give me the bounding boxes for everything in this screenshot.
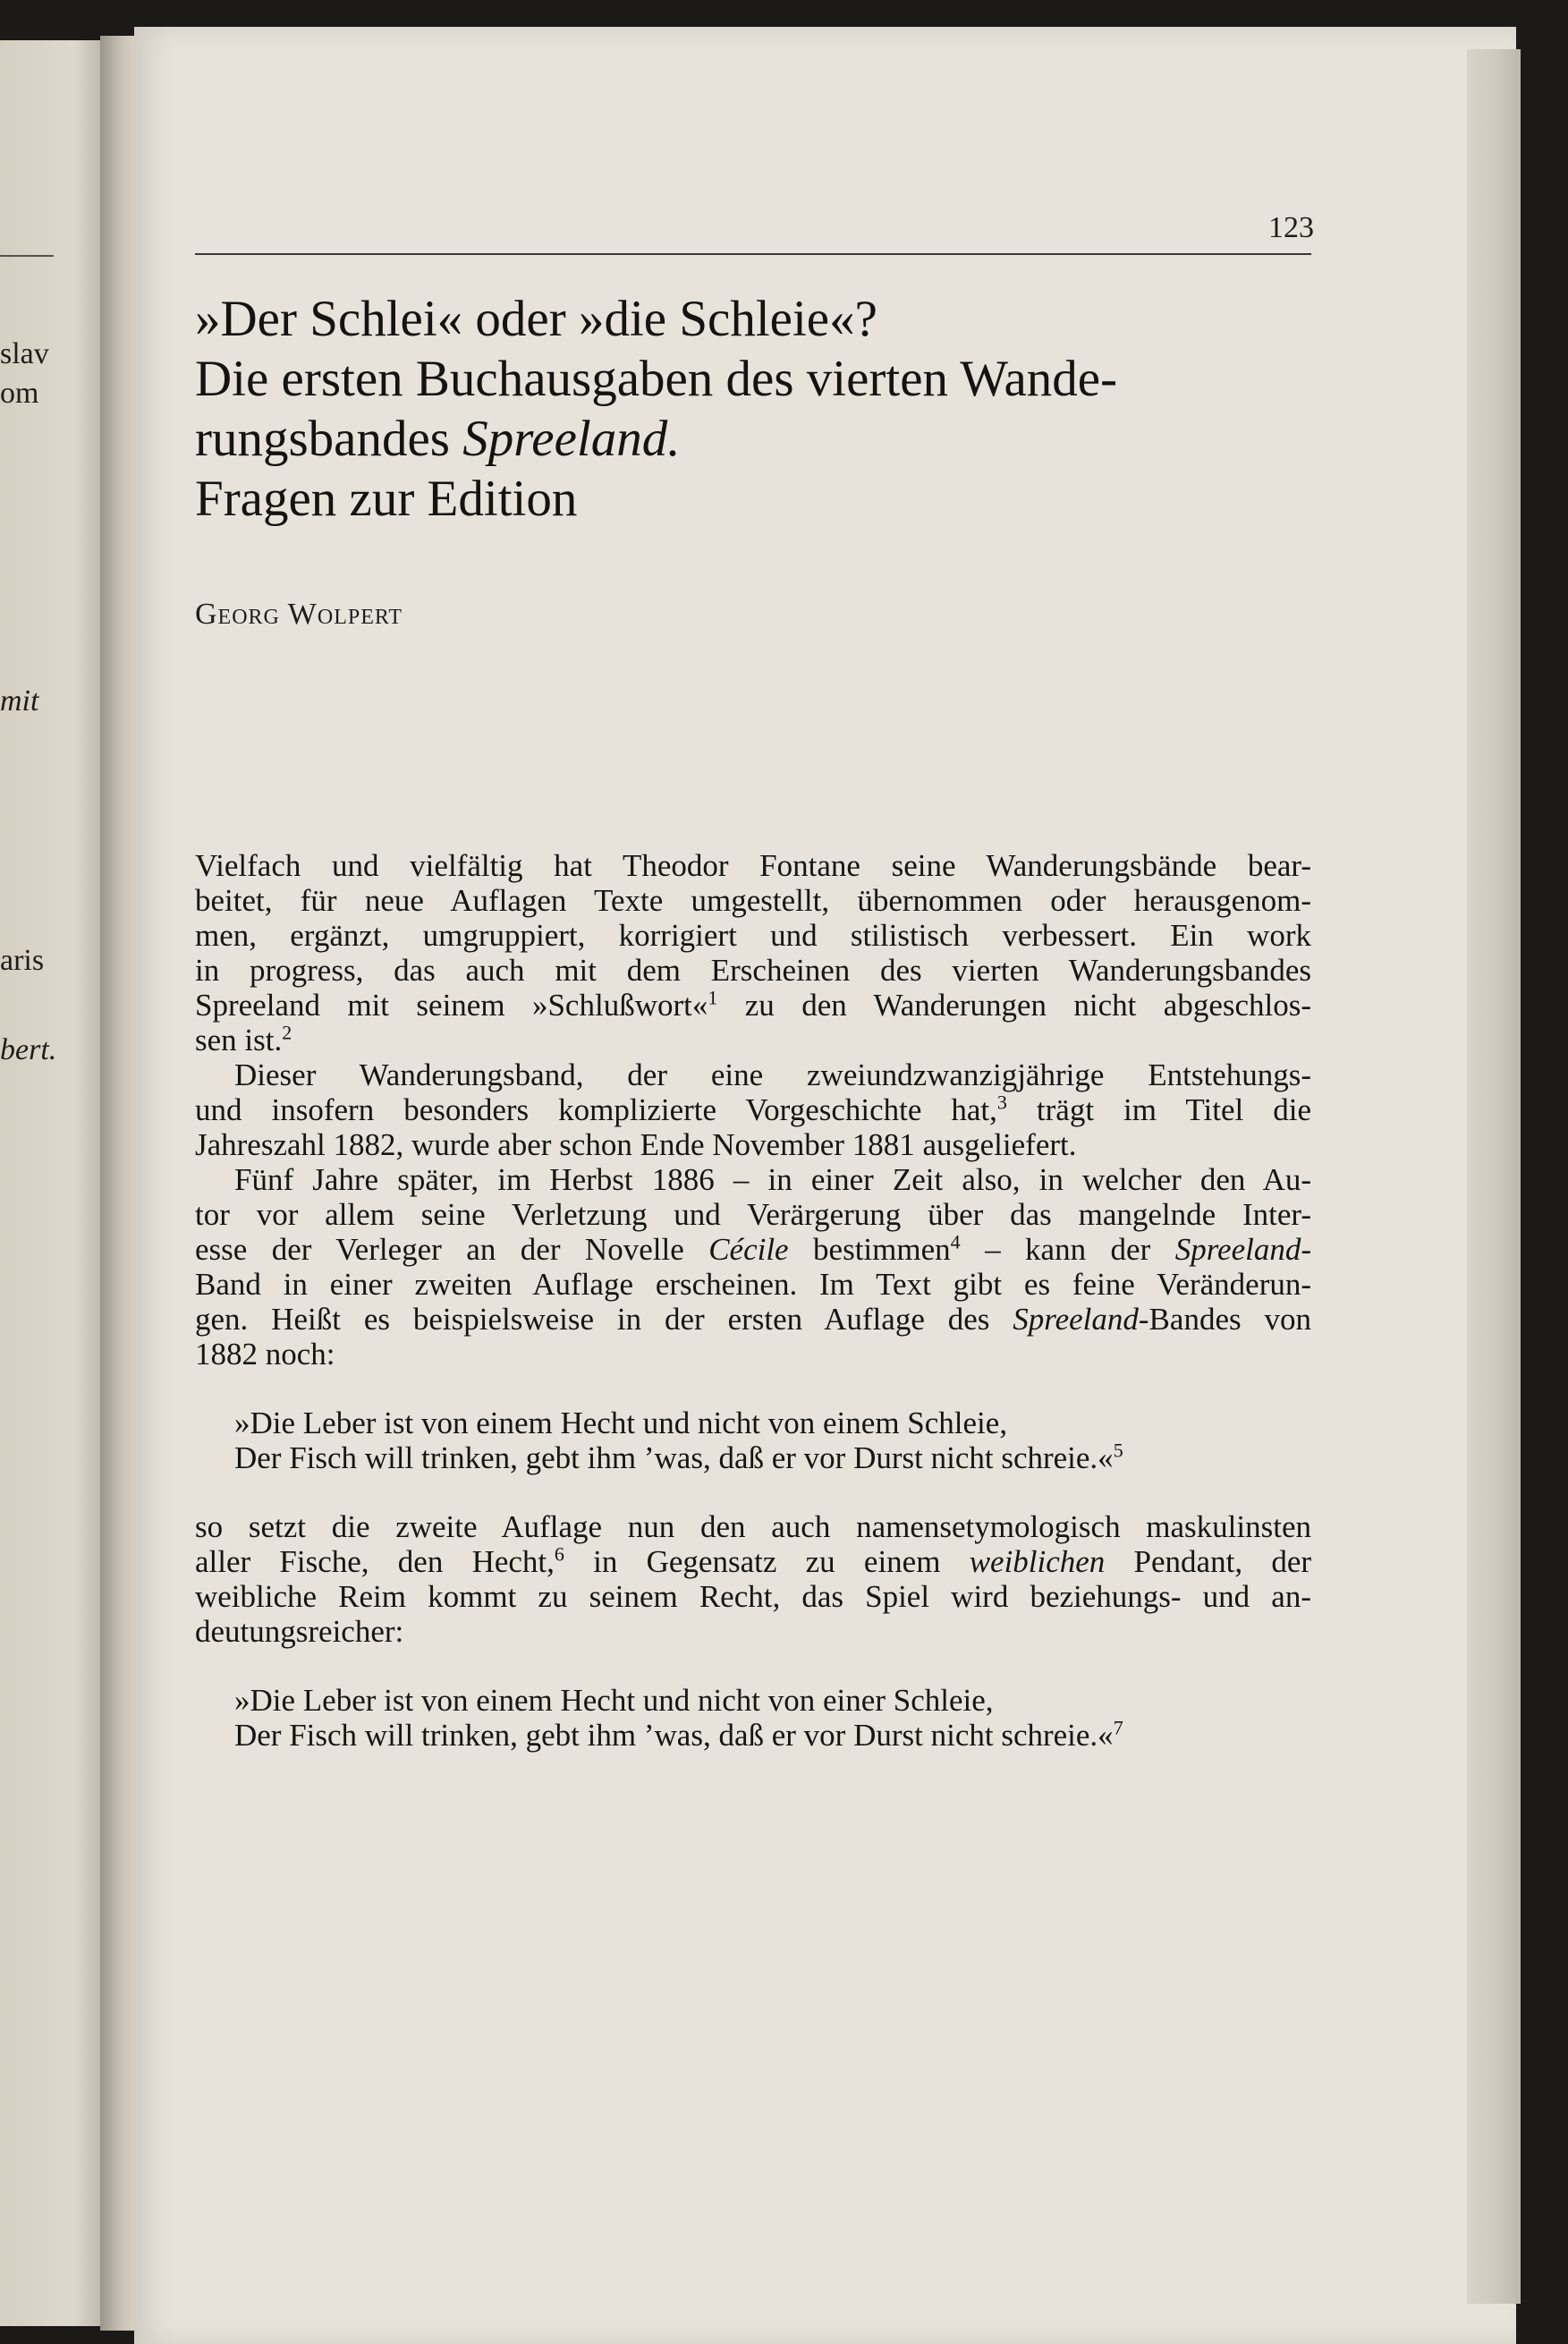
left-page-rule: [0, 255, 54, 257]
title-line: rungsbandes Spreeland.: [195, 411, 681, 467]
header-rule: [195, 253, 1311, 255]
left-page-fragment: om: [0, 377, 39, 410]
quote-1: »Die Leber ist von einem Hecht und nicht von einem Schleie, Der Fisch will trinken, gebt ihm ’was, daß er vor Durst nicht schreie.«$^5$: [234, 1406, 1123, 1475]
page-number: 123: [1268, 211, 1314, 244]
left-page-fragment: aris: [0, 944, 45, 977]
title-italic-spreeland: Spreeland.: [462, 411, 681, 467]
page-stack-edge: [1467, 49, 1521, 2304]
footnote-ref: 7: [1113, 1716, 1123, 1739]
footnote-ref: 3: [996, 1091, 1007, 1114]
footnote-ref: 2: [282, 1021, 292, 1044]
article-author: Georg Wolpert: [195, 598, 403, 631]
title-line: Die ersten Buchausgaben des vierten Wande-: [195, 351, 1118, 407]
article-body: [195, 848, 1311, 1787]
footnote-ref: 5: [1113, 1439, 1123, 1462]
title-line: »Der Schlei« oder »die Schleie«?: [195, 291, 877, 347]
paragraph-3: Fünf Jahre später, im Herbst 1886 – in einer Zeit also, in welcher den Au- tor vor allem seine Verletzung und Verärgerung über das mangelnde Inter- esse der Verleger an der Novelle Cécile bestimmen$^4$ – kann der Spreeland- Band in einer zweiten Auflage erscheinen. Im Text gibt es feine Veränderun- gen. Heißt es beispielsweise in der ersten Auflage des Spreeland-Bandes von 1882 noch:: [195, 1162, 1311, 1372]
footnote-ref: 1: [708, 986, 718, 1009]
paragraph-1: Vielfach und vielfältig hat Theodor Fontane seine Wanderungsbände bear- beitet, für neue Auflagen Texte umgestellt, übernommen oder herausgenom- men, ergänzt, umgruppiert, korrigiert und stilistisch verbessert. Ein work in progress, das auch mit dem Erscheinen des vierten Wanderungsbandes Spreeland mit seinem »Schlußwort«$^1$ zu den Wanderungen nicht abgeschlos- sen ist.$^2$: [195, 848, 1312, 1057]
paragraph-2: Dieser Wanderungsband, der eine zweiundzwanzigjährige Entstehungs- und insofern besonders komplizierte Vorgeschichte hat,$^3$ trägt im Titel die Jahreszahl 1882, wurde aber schon Ende November 1881 ausgeliefert.: [195, 1057, 1311, 1162]
footnote-ref: 6: [554, 1542, 564, 1566]
left-page-fragment: slav: [0, 337, 49, 370]
footnote-ref: 4: [950, 1230, 961, 1253]
left-page-fragment: mit: [0, 684, 39, 718]
paragraph-4: so setzt die zweite Auflage nun den auch namensetymologisch maskulinsten aller Fische, den Hecht,$^6$ in Gegensatz zu einem weiblichen Pendant, der weibliche Reim kommt zu seinem Recht, das Spiel wird beziehungs- und an- deutungsreicher:: [195, 1509, 1312, 1649]
left-page-edge: [0, 40, 106, 2326]
left-page-fragment: bert.: [0, 1033, 57, 1066]
article-title: [195, 289, 1358, 529]
quote-2: »Die Leber ist von einem Hecht und nicht von einer Schleie, Der Fisch will trinken, gebt ihm ’was, daß er vor Durst nicht schreie.«$^7$: [234, 1683, 1123, 1753]
title-line: Fragen zur Edition: [195, 471, 578, 527]
